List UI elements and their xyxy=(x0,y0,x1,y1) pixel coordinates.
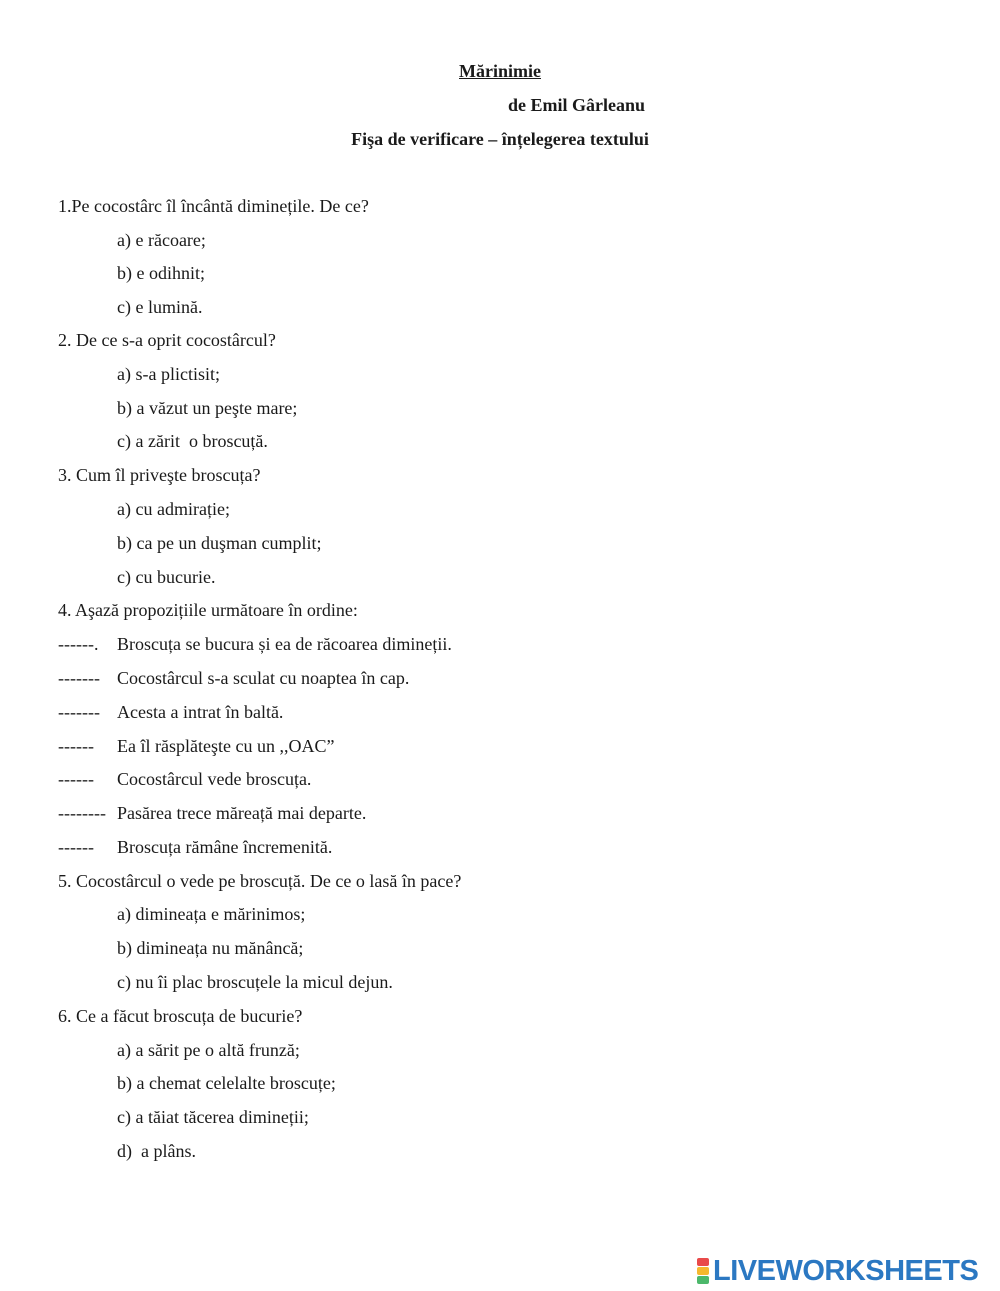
question-2-option-c: c) a zărit o broscuță. xyxy=(117,431,268,451)
order-sentence-7: Broscuța rămâne încremenită. xyxy=(117,837,333,857)
question-2-option-b: b) a văzut un peşte mare; xyxy=(117,398,298,418)
question-4: 4. Aşază propozițiile următoare în ordine: xyxy=(58,600,358,620)
question-5-option-a: a) dimineața e mărinimos; xyxy=(117,904,306,924)
order-blank-2: ------- xyxy=(58,668,100,688)
order-blank-5: ------ xyxy=(58,769,94,789)
order-sentence-3: Acesta a intrat în baltă. xyxy=(117,702,284,722)
order-sentence-4: Ea îl răsplăteşte cu un ,,OAC” xyxy=(117,736,335,756)
question-3: 3. Cum îl priveşte broscuța? xyxy=(58,465,261,485)
order-blank-1: ------. xyxy=(58,634,99,654)
question-5: 5. Cocostârcul o vede pe broscuță. De ce o lasă în pace? xyxy=(58,871,462,891)
question-2: 2. De ce s-a oprit cocostârcul? xyxy=(58,330,276,350)
question-3-option-b: b) ca pe un duşman cumplit; xyxy=(117,533,322,553)
order-blank-3: ------- xyxy=(58,702,100,722)
order-blank-6: -------- xyxy=(58,803,106,823)
question-2-option-a: a) s-a plictisit; xyxy=(117,364,220,384)
author-line: de Emil Gârleanu xyxy=(508,95,646,115)
question-6: 6. Ce a făcut broscuța de bucurie? xyxy=(58,1006,303,1026)
question-6-option-c: c) a tăiat tăcerea dimineții; xyxy=(117,1107,309,1127)
question-6-option-a: a) a sărit pe o altă frunză; xyxy=(117,1040,300,1060)
worksheet-subtitle: Fişa de verificare – înțelegerea textului xyxy=(351,129,649,149)
question-5-option-b: b) dimineața nu mănâncă; xyxy=(117,938,304,958)
order-blank-4: ------ xyxy=(58,736,94,756)
liveworksheets-watermark[interactable] xyxy=(697,1255,978,1287)
order-blank-7: ------ xyxy=(58,837,94,857)
order-sentence-1: Broscuța se bucura și ea de răcoarea dimineții. xyxy=(117,634,452,654)
question-1-option-c: c) e lumină. xyxy=(117,297,203,317)
question-1-option-b: b) e odihnit; xyxy=(117,263,205,283)
question-3-option-a: a) cu admirație; xyxy=(117,499,230,519)
question-3-option-c: c) cu bucurie. xyxy=(117,567,216,587)
page-title: Mărinimie xyxy=(459,61,541,81)
order-sentence-6: Pasărea trece măreață mai departe. xyxy=(117,803,367,823)
question-1: 1.Pe cocostârc îl încântă diminețile. De ce? xyxy=(58,196,369,216)
question-1-option-a: a) e răcoare; xyxy=(117,230,206,250)
question-6-option-b: b) a chemat celelalte broscuțe; xyxy=(117,1073,336,1093)
order-sentence-5: Cocostârcul vede broscuța. xyxy=(117,769,312,789)
question-6-option-d: d) a plâns. xyxy=(117,1141,196,1161)
liveworksheets-logo-icon xyxy=(697,1258,709,1284)
order-sentence-2: Cocostârcul s-a sculat cu noaptea în cap. xyxy=(117,668,410,688)
question-5-option-c: c) nu îi plac broscuțele la micul dejun. xyxy=(117,972,393,992)
watermark-text: LIVEWORKSHEETS xyxy=(713,1255,979,1287)
